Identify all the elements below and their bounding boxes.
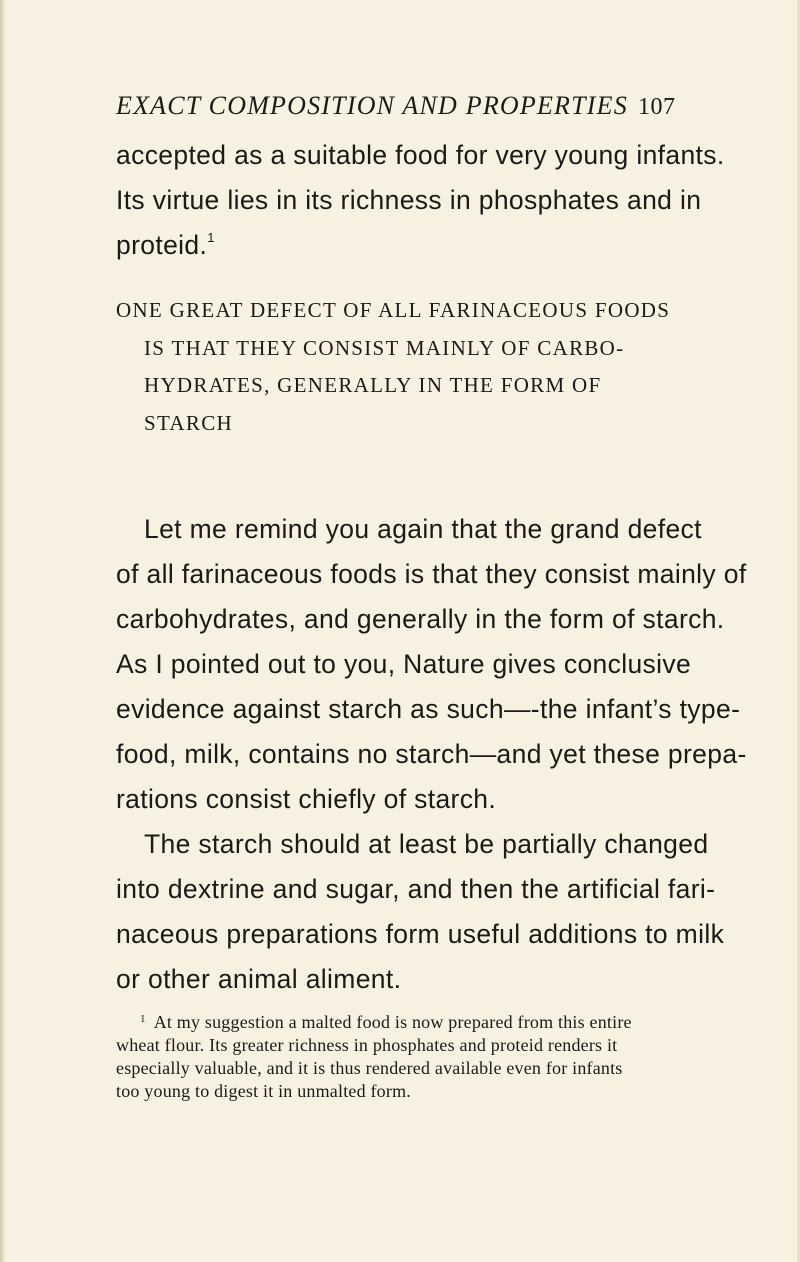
heading-line: ONE GREAT DEFECT OF ALL FARINACEOUS FOODS — [116, 298, 671, 322]
body-text — [116, 507, 747, 1002]
footnote-line: too young to digest it in unmalted form. — [116, 1081, 411, 1101]
text-line: naceous preparations form useful additions to milk — [116, 919, 725, 949]
running-head — [116, 90, 710, 123]
text-line: Let me remind you again that the grand defect — [144, 514, 702, 544]
footnote — [116, 1011, 632, 1103]
heading-line: STARCH — [144, 410, 233, 435]
text-line: food, milk, contains no starch—and yet these prepa- — [116, 739, 747, 769]
footnote-reference: 1 — [207, 230, 215, 245]
footnote-line — [116, 1011, 632, 1034]
footnote-mark: 1 — [140, 1013, 146, 1025]
running-head-title: EXACT COMPOSITION AND PROPERTIES — [116, 91, 628, 120]
heading-line: IS THAT THEY CONSIST MAINLY OF CARBO- — [144, 335, 625, 360]
text-line-content: proteid. — [116, 230, 208, 260]
section-heading — [116, 292, 670, 442]
footnote-line-content: At my suggestion a malted food is now prepared from this entire — [153, 1012, 632, 1032]
paragraph-2 — [116, 822, 747, 1002]
text-line: Its virtue lies in its richness in phosphates and in — [116, 185, 702, 215]
text-line: The starch should at least be partially changed — [144, 829, 709, 859]
paragraph-1 — [116, 507, 747, 822]
continued-paragraph — [116, 133, 725, 268]
text-line: or other animal aliment. — [116, 964, 402, 994]
page-edge — [0, 0, 6, 1262]
text-line: into dextrine and sugar, and then the artificial fari- — [116, 874, 716, 904]
footnote-line: especially valuable, and it is thus rendered available even for infants — [116, 1058, 623, 1078]
page-number: 107 — [637, 94, 676, 120]
footnote-line: wheat flour. Its greater richness in phosphates and proteid renders it — [116, 1035, 618, 1055]
text-line: of all farinaceous foods is that they consist mainly of — [116, 559, 747, 589]
text-line — [116, 223, 725, 268]
text-line: accepted as a suitable food for very young infants. — [116, 140, 725, 170]
text-line: evidence against starch as such—-the infant’s type- — [116, 694, 741, 724]
heading-line: HYDRATES, GENERALLY IN THE FORM OF — [144, 373, 602, 397]
text-line: As I pointed out to you, Nature gives conclusive — [116, 649, 692, 679]
text-line: carbohydrates, and generally in the form of starch. — [116, 604, 725, 634]
text-line: rations consist chiefly of starch. — [116, 784, 497, 814]
